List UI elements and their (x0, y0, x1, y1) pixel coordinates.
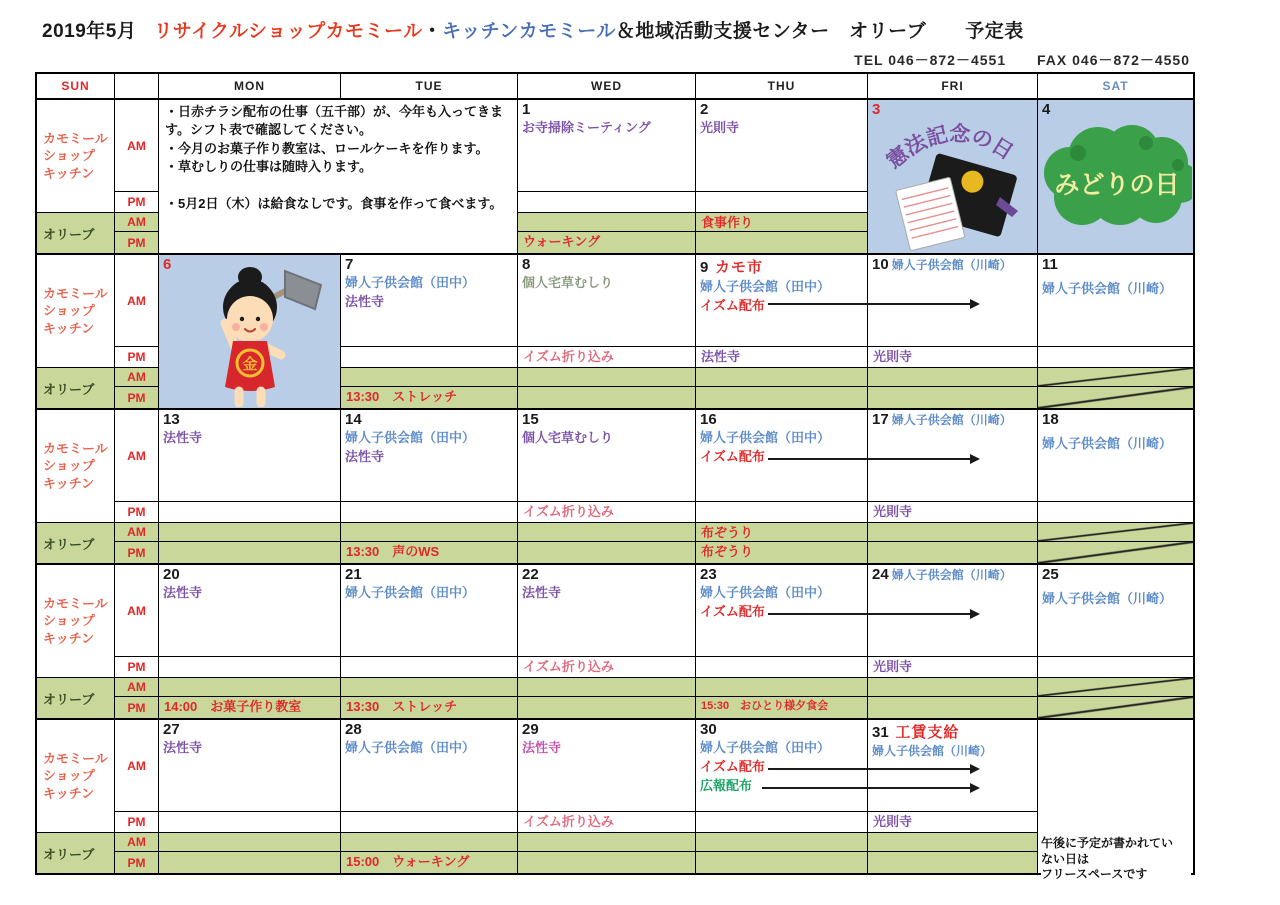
event: 婦人子供会館（川崎） (891, 258, 1012, 272)
pm-cell (159, 812, 341, 833)
event: イズム配布 (700, 449, 765, 464)
free-space-note-cell (1038, 720, 1193, 882)
event: 個人宅草むしり (522, 430, 614, 445)
olive-pm-cell (341, 542, 518, 563)
olive-event: 15:00 ウォーキング (346, 854, 470, 869)
event: 法性寺 (701, 349, 741, 364)
olive-am-cell (341, 523, 518, 542)
header-fri: FRI (868, 74, 1038, 100)
closed-hatch-cell (1038, 697, 1193, 718)
pm-label: PM (115, 232, 159, 253)
am-label: AM (115, 833, 159, 852)
day-number: 23 (700, 566, 717, 583)
day-cell-21 (341, 565, 518, 657)
olive-pm-cell (341, 387, 518, 408)
day-number: 8 (522, 256, 531, 273)
event: 法性寺 (163, 430, 203, 445)
day-cell-30 (696, 720, 868, 812)
day-cell-2 (696, 100, 868, 192)
event: 婦人子供会館（川崎） (872, 744, 993, 758)
olive-pm-cell (518, 542, 696, 563)
greenery-day-text: みどりの日 (1054, 171, 1180, 199)
day-cell-22 (518, 565, 696, 657)
olive-pm-cell (696, 542, 868, 563)
olive-pm-cell (696, 852, 868, 873)
distribution-arrow (768, 458, 978, 460)
event: 光則寺 (873, 659, 913, 674)
olive-event: 13:30 ストレッチ (346, 389, 458, 404)
fax-number: FAX 046－872－4550 (1037, 52, 1190, 68)
olive-am-cell (696, 368, 868, 387)
event: 広報配布 (700, 778, 753, 793)
pm-cell (341, 347, 518, 368)
day-number: 9 (700, 259, 709, 276)
pm-cell (341, 502, 518, 523)
weekday-header-row (37, 74, 1193, 100)
closed-hatch-cell (1038, 368, 1193, 387)
am-label: AM (115, 678, 159, 697)
constitution-day-illustration (872, 101, 1038, 251)
tel-number: TEL 046－872－4551 (854, 52, 1007, 68)
pm-label: PM (115, 852, 159, 873)
event: イズム配布 (700, 759, 765, 774)
day-number: 4 (1042, 101, 1051, 118)
pm-cell (696, 812, 868, 833)
header-wed: WED (518, 74, 696, 100)
day-number: 15 (522, 411, 539, 428)
olive-pm-cell (868, 852, 1038, 873)
day-cell-25 (1038, 565, 1193, 657)
closed-hatch-cell (1038, 678, 1193, 697)
event: 婦人子供会館（田中） (345, 585, 476, 600)
day-number: 2 (700, 101, 709, 118)
day-cell-18 (1038, 410, 1193, 502)
olive-am-cell (696, 213, 868, 232)
week-4 (37, 565, 1193, 720)
olive-event: 13:30 声のWS (346, 544, 440, 559)
closed-hatch-cell (1038, 387, 1193, 408)
pm-cell (868, 812, 1038, 833)
event: 法性寺 (163, 585, 203, 600)
pm-label: PM (115, 502, 159, 523)
pm-label: PM (115, 542, 159, 563)
header-mon: MON (159, 74, 341, 100)
pm-cell (518, 812, 696, 833)
olive-pm-cell (868, 387, 1038, 408)
day-number: 3 (872, 101, 881, 118)
olive-am-cell (159, 523, 341, 542)
pm-cell (518, 502, 696, 523)
event: 法性寺 (345, 294, 385, 309)
event: 法性寺 (345, 449, 385, 464)
olive-pm-cell (518, 697, 696, 718)
day-number: 16 (700, 411, 717, 428)
pm-cell (518, 192, 696, 213)
am-label: AM (115, 368, 159, 387)
day-event-title: カモ市 (714, 259, 763, 276)
day-cell-28 (341, 720, 518, 812)
pm-cell (868, 657, 1038, 678)
header-tue: TUE (341, 74, 518, 100)
event: 婦人子供会館（田中） (700, 430, 831, 445)
event: 婦人子供会館（田中） (345, 430, 476, 445)
day-number: 29 (522, 721, 539, 738)
olive-am-cell (696, 678, 868, 697)
am-label: AM (115, 410, 159, 502)
pm-label: PM (115, 192, 159, 213)
day-number: 13 (163, 411, 180, 428)
olive-row-label: オリーブ (37, 833, 115, 873)
day-cell-31 (868, 720, 1038, 812)
day-number: 22 (522, 566, 539, 583)
olive-event: 14:00 お菓子作り教室 (164, 699, 302, 714)
kintaro-illustration (165, 257, 335, 407)
kamomile-row-label: カモミール ショップ キッチン (37, 255, 115, 368)
holiday-cell-may6 (159, 255, 341, 408)
greenery-day-illustration (1042, 101, 1192, 251)
day-number: 24 (872, 566, 889, 583)
pm-cell (696, 347, 868, 368)
pm-cell (868, 347, 1038, 368)
pm-label: PM (115, 812, 159, 833)
title-separator: ・ (422, 21, 443, 42)
week-1 (37, 100, 1193, 255)
event: 婦人子供会館（田中） (345, 275, 476, 290)
header-ampm-spacer (115, 74, 159, 100)
event: 光則寺 (873, 349, 913, 364)
event: お寺掃除ミーティング (522, 120, 651, 135)
day-cell-15 (518, 410, 696, 502)
pm-label: PM (115, 387, 159, 408)
olive-event: ウォーキング (523, 234, 601, 249)
olive-am-cell (518, 833, 696, 852)
olive-am-cell (868, 368, 1038, 387)
pm-cell (696, 657, 868, 678)
olive-am-cell (341, 678, 518, 697)
olive-am-cell (518, 368, 696, 387)
day-number: 21 (345, 566, 362, 583)
contact-line (854, 50, 1190, 70)
week-2 (37, 255, 1193, 410)
day-cell-8 (518, 255, 696, 347)
olive-row-label: オリーブ (37, 368, 115, 408)
header-thu: THU (696, 74, 868, 100)
olive-row-label: オリーブ (37, 523, 115, 563)
holiday-cell-may3 (868, 100, 1038, 253)
day-cell-17 (868, 410, 1038, 502)
am-label: AM (115, 100, 159, 192)
pm-cell (518, 657, 696, 678)
event: 法性寺 (522, 585, 562, 600)
event: イズム配布 (700, 298, 765, 313)
day-cell-1 (518, 100, 696, 192)
olive-am-cell (341, 368, 518, 387)
distribution-arrow (768, 768, 978, 770)
day-number: 7 (345, 256, 354, 273)
closed-hatch-cell (1038, 542, 1193, 563)
event: 個人宅草むしり (522, 275, 614, 290)
pm-label: PM (115, 697, 159, 718)
olive-event: 15:30 おひとり様夕食会 (701, 700, 829, 712)
event: イズム折り込み (523, 349, 614, 364)
event: イズム折り込み (523, 659, 614, 674)
event: 婦人子供会館（川崎） (1042, 436, 1173, 451)
olive-am-cell (868, 523, 1038, 542)
page-title (42, 16, 1024, 43)
olive-am-cell (696, 523, 868, 542)
week-5 (37, 720, 1193, 882)
olive-pm-cell (868, 697, 1038, 718)
olive-am-cell (696, 833, 868, 852)
distribution-arrow (768, 613, 978, 615)
day-event-title: 工賃支給 (895, 724, 960, 741)
event: 婦人子供会館（川崎） (891, 568, 1012, 582)
title-date: 2019年5月 (42, 21, 137, 42)
event: 婦人子供会館（川崎） (1042, 591, 1173, 606)
day-cell-10 (868, 255, 1038, 347)
am-label: AM (115, 255, 159, 347)
pm-cell (696, 502, 868, 523)
pm-label: PM (115, 347, 159, 368)
olive-am-cell (159, 678, 341, 697)
olive-am-cell (518, 523, 696, 542)
day-number: 27 (163, 721, 180, 738)
event: イズム配布 (700, 604, 765, 619)
day-number: 6 (163, 256, 172, 273)
pm-cell (159, 502, 341, 523)
title-recycle-shop: リサイクルショップカモミール (153, 21, 423, 42)
am-label: AM (115, 565, 159, 657)
day-number: 14 (345, 411, 362, 428)
title-kitchen: キッチンカモミール (442, 21, 616, 42)
day-cell-13 (159, 410, 341, 502)
event: 光則寺 (873, 504, 913, 519)
event: 光則寺 (873, 814, 913, 829)
day-number: 11 (1042, 256, 1058, 273)
event: イズム折り込み (523, 504, 614, 519)
day-number: 17 (872, 411, 889, 428)
pm-cell (1038, 502, 1193, 523)
day-cell-29 (518, 720, 696, 812)
event: 婦人子供会館（田中） (700, 585, 831, 600)
pm-cell (518, 347, 696, 368)
pm-label: PM (115, 657, 159, 678)
title-suffix: ＆地域活動支援センター オリーブ 予定表 (615, 21, 1024, 42)
event: 法性寺 (522, 740, 562, 755)
holiday-cell-may4 (1038, 100, 1193, 253)
pm-cell (696, 192, 868, 213)
day-number: 20 (163, 566, 180, 583)
pm-cell (1038, 657, 1193, 678)
free-space-note: 午後に予定が書かれてい ない日は フリースペースです (1041, 836, 1191, 883)
pm-cell (159, 657, 341, 678)
day-cell-27 (159, 720, 341, 812)
olive-am-cell (518, 213, 696, 232)
event: 婦人子供会館（田中） (700, 740, 831, 755)
week-3 (37, 410, 1193, 565)
day-number: 28 (345, 721, 362, 738)
olive-pm-cell (518, 232, 696, 253)
day-number: 1 (522, 101, 531, 118)
day-cell-20 (159, 565, 341, 657)
am-label: AM (115, 523, 159, 542)
pm-cell (341, 812, 518, 833)
day-cell-11 (1038, 255, 1193, 347)
constitution-day-text: 憲法記念の日 (882, 122, 1018, 174)
olive-event: 13:30 ストレッチ (346, 699, 458, 714)
olive-event: 布ぞうり (701, 525, 754, 540)
olive-pm-cell (341, 852, 518, 873)
schedule-table (35, 72, 1195, 882)
header-sun: SUN (37, 74, 115, 100)
pm-cell (341, 657, 518, 678)
closed-hatch-cell (1038, 523, 1193, 542)
day-cell-16 (696, 410, 868, 502)
day-number: 31 (872, 724, 889, 741)
day-number: 30 (700, 721, 717, 738)
day-cell-24 (868, 565, 1038, 657)
pm-cell (868, 502, 1038, 523)
olive-pm-cell (696, 697, 868, 718)
kintaro-crest-text: 金 (241, 356, 258, 373)
olive-pm-cell (341, 697, 518, 718)
monthly-notes: ・日赤チラシ配布の仕事（五千部）が、今年も入ってきま す。シフト表で確認してください。 ・今月のお菓子作り教室は、ロールケーキを作ります。 ・草むしりの仕事は随時入ります。 ・5月2日（木）は給食なしです。食事を作って食べます。 (159, 100, 518, 253)
olive-pm-cell (868, 542, 1038, 563)
event: 婦人子供会館（川崎） (1042, 281, 1173, 296)
distribution-arrow (768, 303, 978, 305)
distribution-arrow (762, 787, 978, 789)
am-label: AM (115, 720, 159, 812)
olive-row-label: オリーブ (37, 213, 115, 253)
day-cell-14 (341, 410, 518, 502)
event: 婦人子供会館（田中） (700, 279, 831, 294)
event: 法性寺 (163, 740, 203, 755)
kamomile-row-label: カモミール ショップ キッチン (37, 410, 115, 523)
olive-pm-cell (159, 697, 341, 718)
day-number: 10 (872, 256, 889, 273)
olive-am-cell (518, 678, 696, 697)
day-number: 18 (1042, 411, 1059, 428)
header-sat: SAT (1038, 74, 1193, 100)
kamomile-row-label: カモミール ショップ キッチン (37, 100, 115, 213)
olive-row-label: オリーブ (37, 678, 115, 718)
olive-am-cell (341, 833, 518, 852)
pm-cell (1038, 347, 1193, 368)
kamomile-row-label: カモミール ショップ キッチン (37, 565, 115, 678)
event: 婦人子供会館（田中） (345, 740, 476, 755)
day-cell-23 (696, 565, 868, 657)
olive-am-cell (868, 678, 1038, 697)
day-number: 25 (1042, 566, 1059, 583)
olive-event: 食事作り (701, 215, 754, 230)
day-cell-7 (341, 255, 518, 347)
event: イズム折り込み (523, 814, 614, 829)
olive-pm-cell (159, 542, 341, 563)
event: 婦人子供会館（川崎） (891, 413, 1012, 427)
day-cell-9 (696, 255, 868, 347)
olive-pm-cell (518, 387, 696, 408)
olive-pm-cell (696, 232, 868, 253)
olive-pm-cell (518, 852, 696, 873)
olive-pm-cell (159, 852, 341, 873)
kamomile-row-label: カモミール ショップ キッチン (37, 720, 115, 833)
olive-am-cell (868, 833, 1038, 852)
olive-am-cell (159, 833, 341, 852)
olive-event: 布ぞうり (701, 544, 754, 559)
am-label: AM (115, 213, 159, 232)
event: 光則寺 (700, 120, 740, 135)
olive-pm-cell (696, 387, 868, 408)
